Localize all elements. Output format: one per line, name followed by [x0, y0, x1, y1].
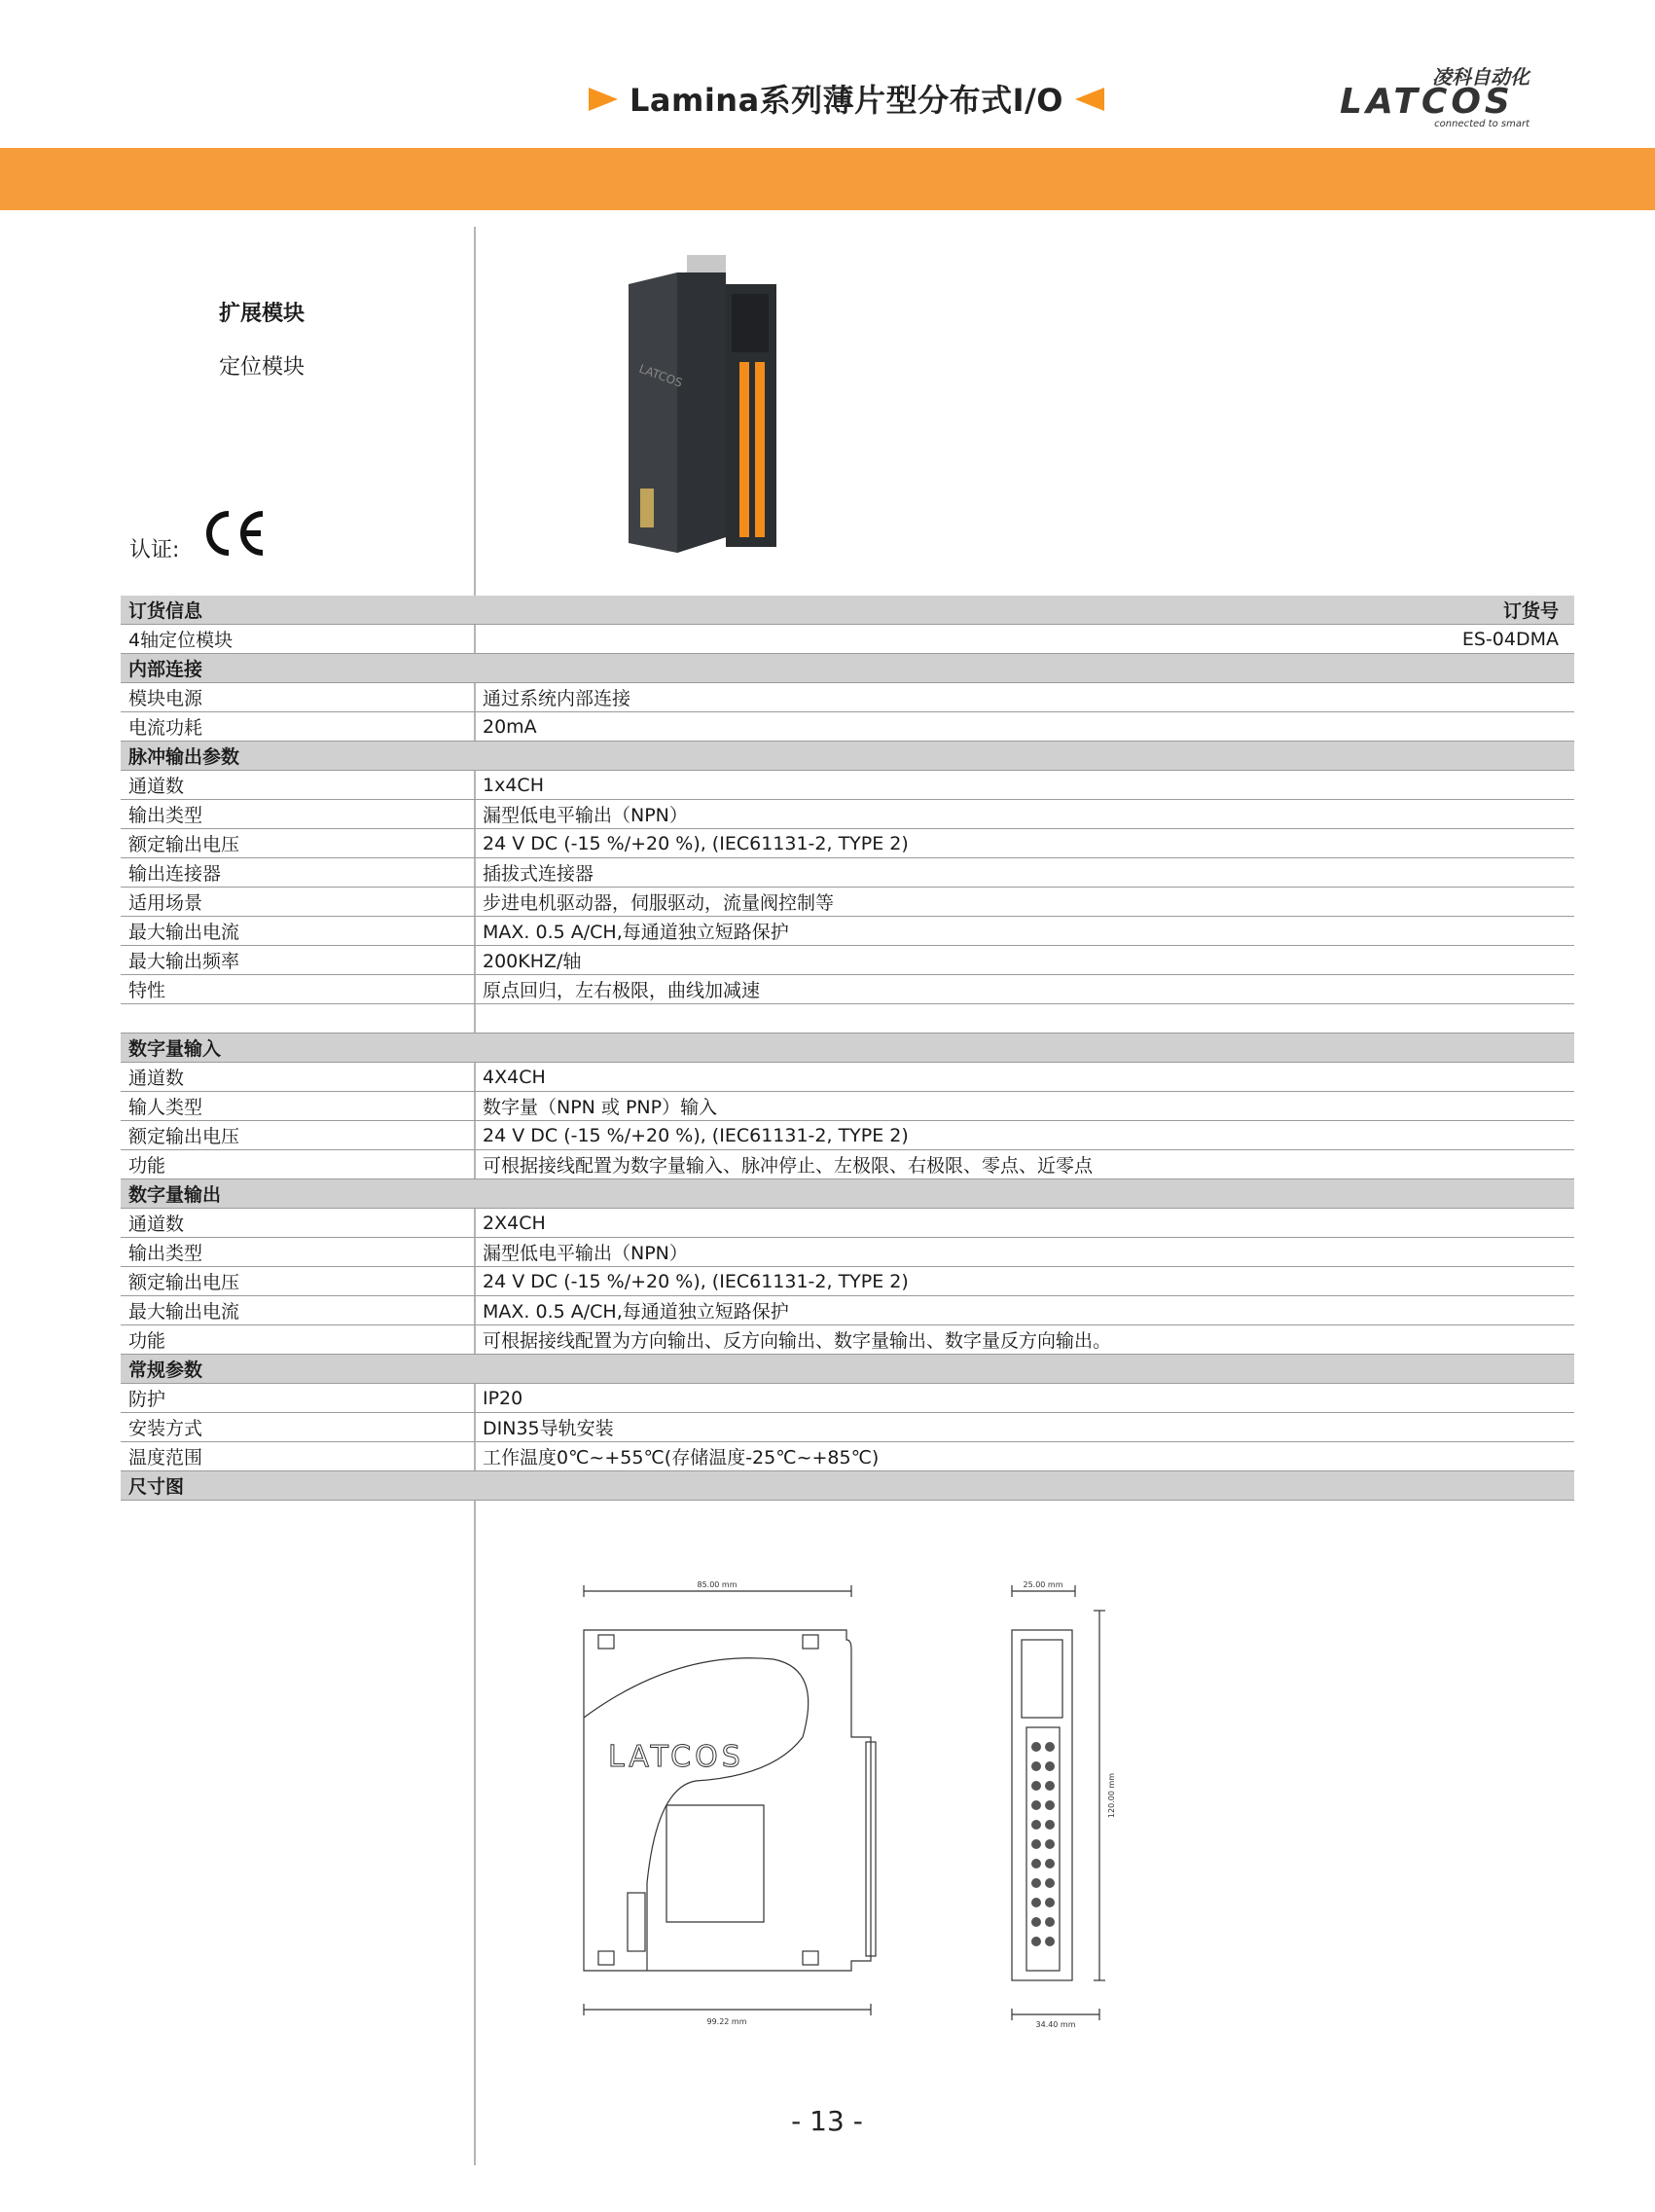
order-header-label: 订货信息: [121, 596, 477, 625]
drawing-brand-text: LATCOS: [608, 1740, 744, 1774]
table-row: [121, 888, 1574, 917]
ce-mark-icon: [198, 508, 269, 559]
table-row: [121, 917, 1574, 946]
page-header: [0, 0, 1655, 148]
spec-value: 200KHZ/轴: [477, 946, 1574, 975]
spec-value: MAX. 0.5 A/CH,每通道独立短路保护: [477, 1296, 1574, 1325]
spec-label: 输出类型: [121, 800, 477, 829]
spec-value: 24 V DC (-15 %/+20 %), (IEC61131-2, TYPE 2): [477, 1267, 1574, 1296]
table-row: [121, 800, 1574, 829]
spec-label: 最大输出频率: [121, 946, 477, 975]
table-row: [121, 1150, 1574, 1179]
logo-en-text: LATCOS: [1340, 82, 1514, 122]
svg-text:LATCOS: LATCOS: [636, 361, 685, 390]
spec-table: [121, 596, 1574, 1501]
page-number: - 13 -: [791, 2105, 863, 2137]
spec-value: 原点回归，左右极限，曲线加减速: [477, 975, 1574, 1004]
spec-label: 输出连接器: [121, 858, 477, 888]
header-band: [0, 148, 1655, 210]
certification-label: 认证:: [129, 538, 180, 562]
order-row: [121, 625, 1574, 654]
spec-value: 2X4CH: [477, 1209, 1574, 1238]
table-row: [121, 975, 1574, 1004]
category-title: 扩展模块: [219, 302, 306, 326]
category-subtitle: 定位模块: [219, 355, 306, 380]
spec-value: 4X4CH: [477, 1063, 1574, 1092]
table-row: [121, 946, 1574, 975]
spec-label: 功能: [121, 1150, 477, 1179]
table-row: [121, 683, 1574, 712]
spec-label: 输人类型: [121, 1092, 477, 1121]
spec-label: 适用场景: [121, 888, 477, 917]
spec-value: 20mA: [477, 712, 1574, 742]
spec-value: 1x4CH: [477, 771, 1574, 800]
spec-label: 通道数: [121, 1209, 477, 1238]
table-row: [121, 1209, 1574, 1238]
section-title: 内部连接: [121, 654, 477, 683]
table-row: [121, 771, 1574, 800]
spec-label: 温度范围: [121, 1442, 477, 1471]
document-title: [584, 76, 1109, 121]
spacer-row: [121, 1004, 1574, 1033]
spec-value: MAX. 0.5 A/CH,每通道独立短路保护: [477, 917, 1574, 946]
spec-value: 漏型低电平输出（NPN）: [477, 800, 1574, 829]
table-row: [121, 1413, 1574, 1442]
spec-value: 可根据接线配置为数字量输入、脉冲停止、左极限、右极限、零点、近零点: [477, 1150, 1574, 1179]
spec-label: 通道数: [121, 1063, 477, 1092]
dim-label: 99.22 mm: [706, 2017, 747, 2026]
spec-value: 24 V DC (-15 %/+20 %), (IEC61131-2, TYPE 2): [477, 829, 1574, 858]
spec-value: 插拔式连接器: [477, 858, 1574, 888]
arrow-left-icon: [1075, 88, 1104, 111]
spec-label: 额定输出电压: [121, 1121, 477, 1150]
table-row: [121, 1267, 1574, 1296]
dimension-drawing: [569, 1572, 1153, 2029]
table-row: [121, 858, 1574, 888]
order-number: ES-04DMA: [477, 625, 1574, 654]
table-row: [121, 1442, 1574, 1471]
spec-value: 可根据接线配置为方向输出、反方向输出、数字量输出、数字量反方向输出。: [477, 1325, 1574, 1355]
section-row: [121, 654, 1574, 683]
spec-value: 漏型低电平输出（NPN）: [477, 1238, 1574, 1267]
spec-label: 最大输出电流: [121, 917, 477, 946]
table-row: [121, 1296, 1574, 1325]
document-title-text: Lamina系列薄片型分布式I/O: [630, 82, 1063, 119]
spec-label: 模块电源: [121, 683, 477, 712]
spec-value: 24 V DC (-15 %/+20 %), (IEC61131-2, TYPE 2): [477, 1121, 1574, 1150]
section-row: [121, 1033, 1574, 1063]
spec-value: 数字量（NPN 或 PNP）输入: [477, 1092, 1574, 1121]
spec-label: 额定输出电压: [121, 829, 477, 858]
order-model-label: 4轴定位模块: [121, 625, 477, 654]
spec-label: 额定输出电压: [121, 1267, 477, 1296]
section-title: 数字量输入: [121, 1033, 477, 1063]
spec-label: 电流功耗: [121, 712, 477, 742]
table-row: [121, 1121, 1574, 1150]
spec-label: 特性: [121, 975, 477, 1004]
table-row: [121, 829, 1574, 858]
section-title: 常规参数: [121, 1355, 477, 1384]
dim-label: 85.00 mm: [697, 1580, 738, 1589]
spec-label: 最大输出电流: [121, 1296, 477, 1325]
dim-label: 34.40 mm: [1035, 2020, 1076, 2029]
table-row: [121, 712, 1574, 742]
spec-label: 输出类型: [121, 1238, 477, 1267]
section-row: [121, 1355, 1574, 1384]
order-header-value: 订货号: [477, 596, 1574, 625]
spec-value: 通过系统内部连接: [477, 683, 1574, 712]
logo-cn-text: 凌科自动化: [1432, 65, 1529, 89]
dim-label: 25.00 mm: [1023, 1580, 1063, 1589]
spec-label: 功能: [121, 1325, 477, 1355]
section-title: 尺寸图: [121, 1471, 477, 1501]
table-row: [121, 1063, 1574, 1092]
dim-label: 120.00 mm: [1107, 1772, 1116, 1819]
spec-value: 工作温度0℃~+55℃(存储温度-25℃~+85℃): [477, 1442, 1574, 1471]
section-row: [121, 1471, 1574, 1501]
spec-label: 安装方式: [121, 1413, 477, 1442]
arrow-right-icon: [589, 88, 618, 111]
order-header-row: [121, 596, 1574, 625]
spec-label: 防护: [121, 1384, 477, 1413]
spec-value: IP20: [477, 1384, 1574, 1413]
section-title: 数字量输出: [121, 1179, 477, 1209]
section-row: [121, 1179, 1574, 1209]
table-row: [121, 1092, 1574, 1121]
latcos-logo: [1335, 62, 1539, 130]
product-photo: [619, 255, 794, 562]
section-title: 脉冲输出参数: [121, 742, 477, 771]
spec-value: 步进电机驱动器，伺服驱动，流量阀控制等: [477, 888, 1574, 917]
spec-value: DIN35导轨安装: [477, 1413, 1574, 1442]
section-row: [121, 742, 1574, 771]
table-row: [121, 1384, 1574, 1413]
table-row: [121, 1325, 1574, 1355]
logo-tagline: connected to smart: [1434, 119, 1529, 129]
table-row: [121, 1238, 1574, 1267]
spec-label: 通道数: [121, 771, 477, 800]
